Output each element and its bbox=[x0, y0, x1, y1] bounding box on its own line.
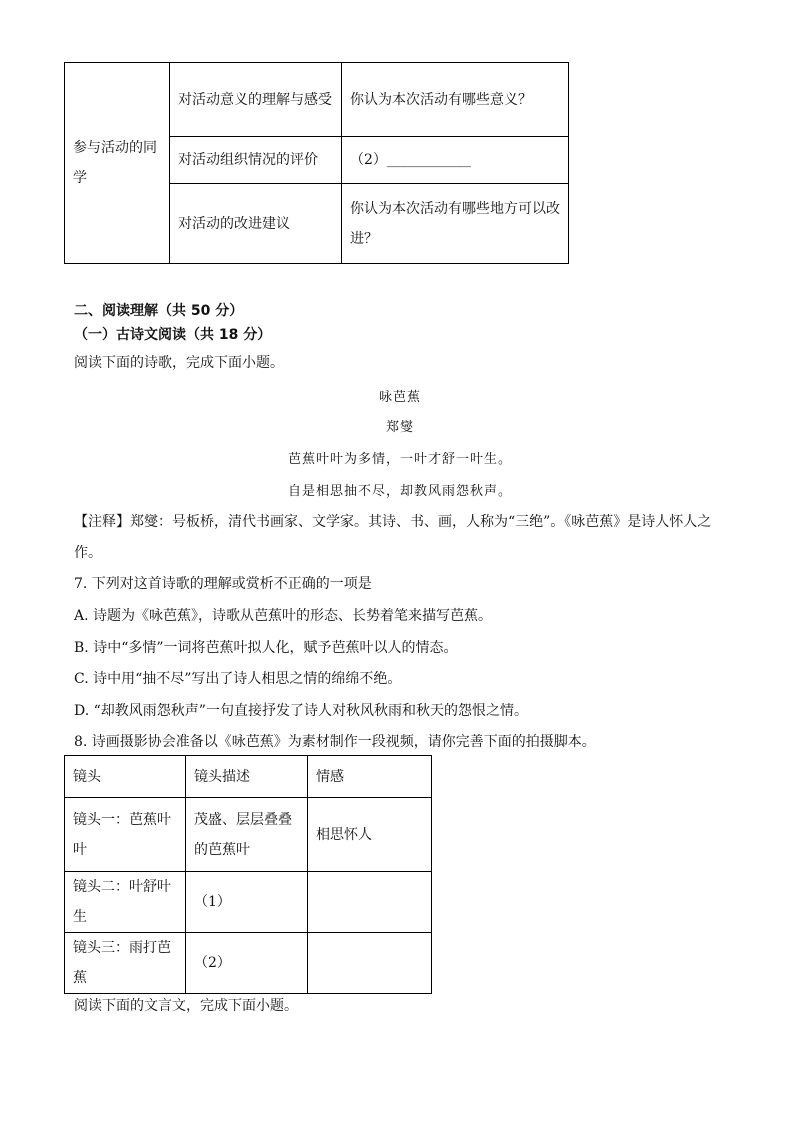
table-content-cell: （2）____________ bbox=[342, 137, 569, 184]
instruction-classical: 阅读下面的文言文，完成下面小题。 bbox=[74, 998, 298, 1014]
table-header-cell: 镜头描述 bbox=[186, 756, 308, 798]
table-item-cell: 对活动意义的理解与感受 bbox=[170, 63, 342, 137]
table-header-cell: 镜头 bbox=[65, 756, 186, 798]
table-cell: （1） bbox=[186, 872, 308, 933]
poem-title: 咏芭蕉 bbox=[378, 390, 421, 405]
table-cell: 镜头一：芭蕉叶叶 bbox=[65, 798, 186, 872]
table-content-cell: 你认为本次活动有哪些地方可以改进？ bbox=[342, 184, 569, 264]
table-item-cell: 对活动组织情况的评价 bbox=[170, 137, 342, 184]
poem-author: 郑燮 bbox=[385, 420, 414, 435]
annotation-note: 【注释】郑燮：号板桥，清代书画家、文学家。其诗、书、画，人称为“三绝”。《咏芭蕉》是诗人怀人之 bbox=[74, 514, 712, 530]
table-content-cell: 你认为本次活动有哪些意义？ bbox=[342, 63, 569, 137]
table-header-cell: 情感 bbox=[308, 756, 432, 798]
table-cell: 镜头二：叶舒叶生 bbox=[65, 872, 186, 933]
shooting-script-table bbox=[64, 755, 432, 994]
instruction-poem: 阅读下面的诗歌，完成下面小题。 bbox=[74, 355, 284, 371]
table-cell: （2） bbox=[186, 933, 308, 994]
table-cell bbox=[308, 872, 432, 933]
table-cell: 镜头三：雨打芭蕉 bbox=[65, 933, 186, 994]
annotation-note-cont: 作。 bbox=[74, 545, 102, 561]
section-title: 二、阅读理解（共 50 分） bbox=[74, 303, 244, 319]
poem-line-1: 芭蕉叶叶为多情，一叶才舒一叶生。 bbox=[287, 452, 512, 467]
activity-evaluation-table bbox=[64, 62, 569, 264]
table-cell bbox=[308, 933, 432, 994]
question-7-stem: 7. 下列对这首诗歌的理解或赏析不正确的一项是 bbox=[74, 576, 372, 592]
option-d: D. “却教风雨怨秋声”一句直接抒发了诗人对秋风秋雨和秋天的怨恨之情。 bbox=[74, 703, 528, 719]
poem-line-2: 自是相思抽不尽，却教风雨怨秋声。 bbox=[287, 484, 512, 499]
sub-title: （一）古诗文阅读（共 18 分） bbox=[74, 327, 272, 343]
table-cell: 相思怀人 bbox=[308, 798, 432, 872]
option-c: C. 诗中用“抽不尽”写出了诗人相思之情的绵绵不绝。 bbox=[74, 671, 402, 687]
table-cell: 茂盛、层层叠叠的芭蕉叶 bbox=[186, 798, 308, 872]
table-item-cell: 对活动的改进建议 bbox=[170, 184, 342, 264]
question-8-stem: 8. 诗画摄影协会准备以《咏芭蕉》为素材制作一段视频，请你完善下面的拍摄脚本。 bbox=[74, 734, 596, 750]
option-b: B. 诗中“多情”一词将芭蕉叶拟人化，赋予芭蕉叶以人的情态。 bbox=[74, 640, 458, 656]
option-a: A. 诗题为《咏芭蕉》，诗歌从芭蕉叶的形态、长势着笔来描写芭蕉。 bbox=[74, 608, 493, 624]
table-rowhead-cell: 参与活动的同学 bbox=[65, 63, 170, 264]
